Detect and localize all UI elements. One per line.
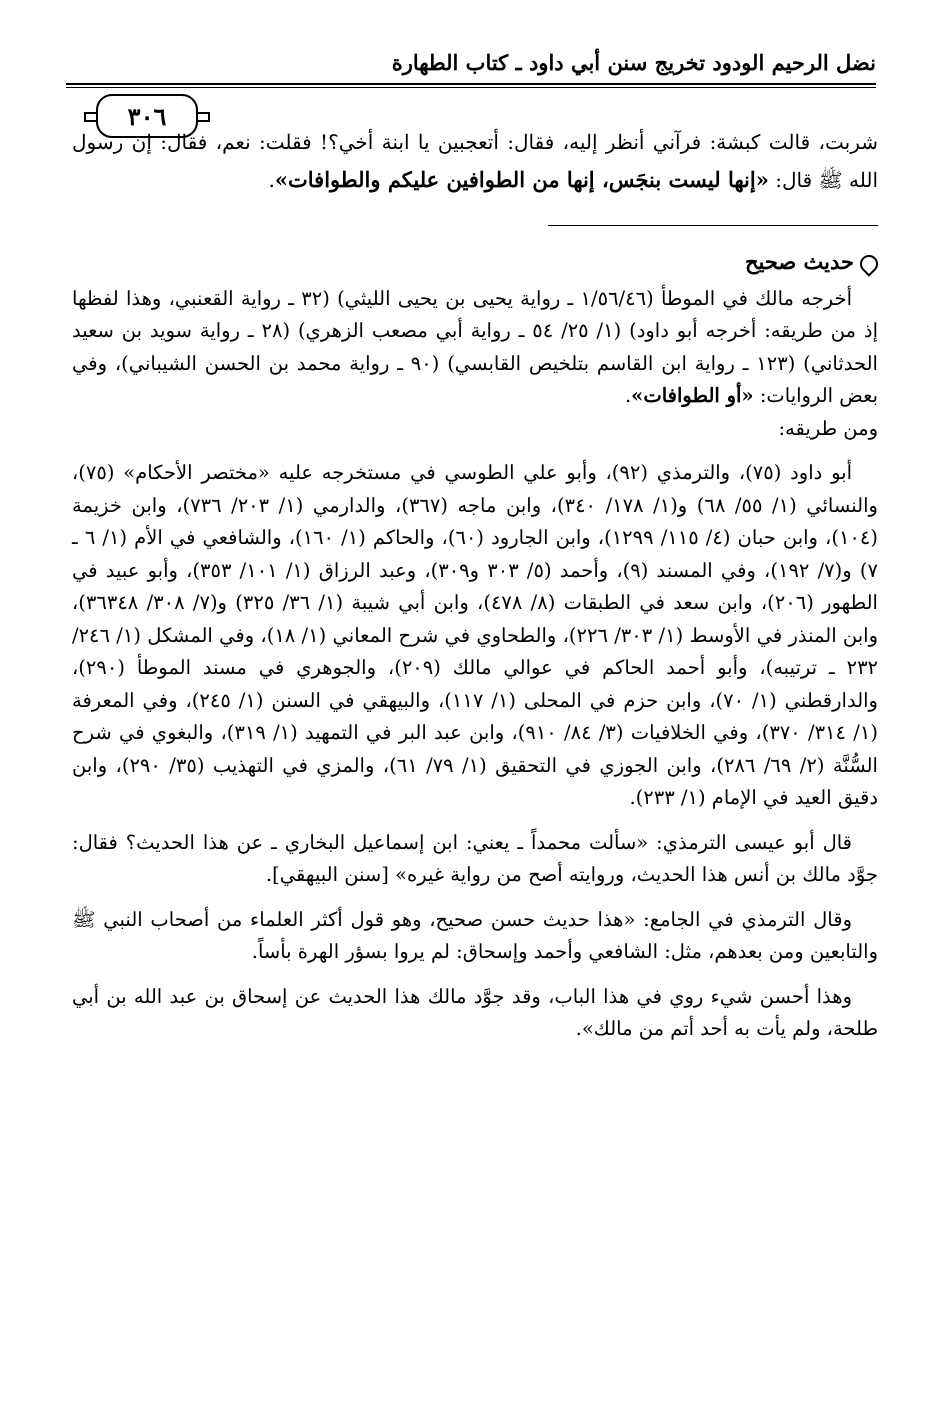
intro-paragraph — [72, 124, 878, 199]
conclusion-paragraph: وهذا أحسن شيء روي في هذا الباب، وقد جوَّد مالك هذا الحديث عن إسحاق بن عبد الله بن أبي طلحة، ولم يأت به أحد أتم من مالك». — [72, 984, 878, 1040]
takhrij-paragraph — [72, 283, 878, 413]
takhrij-end: . — [624, 384, 632, 407]
leaf-bullet-icon — [856, 251, 881, 276]
from-route-line: ومن طريقه: — [778, 416, 878, 440]
running-title: نضل الرحيم الودود تخريج سنن أبي داود ـ كتاب الطهارة — [391, 50, 876, 75]
takhrij-text: أخرجه مالك في الموطأ (١/٥٦/٤٦ ـ رواية يحيى بن يحيى الليثي) (٣٢ ـ رواية القعنبي، وهذا لفظها إذ من طريقه: أخرجه أبو داود) (١/ ٢٥/ ٥٤ ـ رواية أبي مصعب الزهري) (٢٨ ـ رواية سويد بن سعيد الحدثاني) (١٢٣ ـ رواية ابن القاسم بتلخيص القابسي) (٩٠ ـ رواية محمد بن الحسن الشيباني)، وفي بعض الروايات: — [72, 286, 878, 407]
hadith-quote: «إنها ليست بنجَس، إنها من الطوافين عليكم والطوافات» — [274, 167, 769, 192]
page-body — [72, 124, 878, 1058]
header-rule-thin — [66, 87, 876, 88]
variant-wording: «أو الطوافات» — [631, 384, 754, 407]
header-rule — [66, 83, 876, 85]
page-header — [66, 36, 876, 131]
sources-paragraph: أبو داود (٧٥)، والترمذي (٩٢)، وأبو علي الطوسي في مستخرجه عليه «مختصر الأحكام» (٧٥)، والنسائي (١/ ٥٥/ ٦٨) و(١/ ١٧٨/ ٣٤٠)، وابن ماجه (٣٦٧)، والدارمي (١/ ٢٠٣/ ٧٣٦)، وابن خزيمة (١٠٤)، وابن حبان (٤/ ١١٥/ ١٢٩٩)، وابن الجارود (٦٠)، والحاكم (١/ ١٦٠)، والشافعي في الأم (١/ ٦ ـ ٧) و(٧/ ١٩٢)، وفي المسند (٩)، وأحمد (٥/ ٣٠٣ و٣٠٩)، وعبد الرزاق (١/ ١٠١/ ٣٥٣)، وأبو عبيد في الطهور (٢٠٦)، وابن سعد في الطبقات (٨/ ٤٧٨)، وابن أبي شيبة (١/ ٣٦/ ٣٢٥) و(٧/ ٣٠٨/ ٣٦٣٤٨)، وابن المنذر في الأوسط (١/ ٣٠٣/ ٢٢٦)، والطحاوي في شرح المعاني (١/ ١٨)، وفي المشكل (١/ ٢٤٦/ ٢٣٢ ـ ترتيبه)، وأبو أحمد الحاكم في عوالي مالك (٢٠٩)، والجوهري في مسند الموطأ (٢٩٠)، والدارقطني (١/ ٧٠)، وابن حزم في المحلى (١/ ١١٧)، والبيهقي في السنن (١/ ٢٤٥)، وفي المعرفة (١/ ٣١٤/ ٣٧٠)، وفي الخلافيات (٣/ ٨٤/ ٩١٠)، وابن عبد البر في التمهيد (١/ ٣١٩)، والبغوي في شرح السُّنَّة (٢/ ٦٩/ ٢٨٦)، وابن الجوزي في التحقيق (١/ ٧٩/ ٦١)، والمزي في التهذيب (٣٥/ ٢٩٠)، وابن دقيق العيد في الإمام (١/ ٢٣٣). — [72, 461, 879, 809]
intro-end: . — [268, 168, 275, 192]
section-divider — [548, 225, 878, 226]
section-heading-text: حديث صحيح — [744, 249, 854, 274]
page-number: ٣٠٦ — [127, 101, 167, 131]
section-heading — [72, 246, 878, 279]
tirmidhi-jami-paragraph: وقال الترمذي في الجامع: «هذا حديث حسن صحيح، وهو قول أكثر العلماء من أصحاب النبي ﷺ والتابعين ومن بعدهم، مثل: الشافعي وأحمد وإسحاق: لم يروا بسؤر الهرة بأساً. — [72, 907, 878, 963]
tirmidhi-bukhari-paragraph: قال أبو عيسى الترمذي: «سألت محمداً ـ يعني: ابن إسماعيل البخاري ـ عن هذا الحديث؟ فقال: جوَّد مالك بن أنس هذا الحديث، وروايته أصح من رواية غيره» [سنن البيهقي]. — [72, 830, 878, 886]
intro-text: شربت، قالت كبشة: فرآني أنظر إليه، فقال: أتعجبين يا ابنة أخي؟! فقلت: نعم، فقال: إن رسول الله ﷺ قال: — [72, 130, 878, 192]
